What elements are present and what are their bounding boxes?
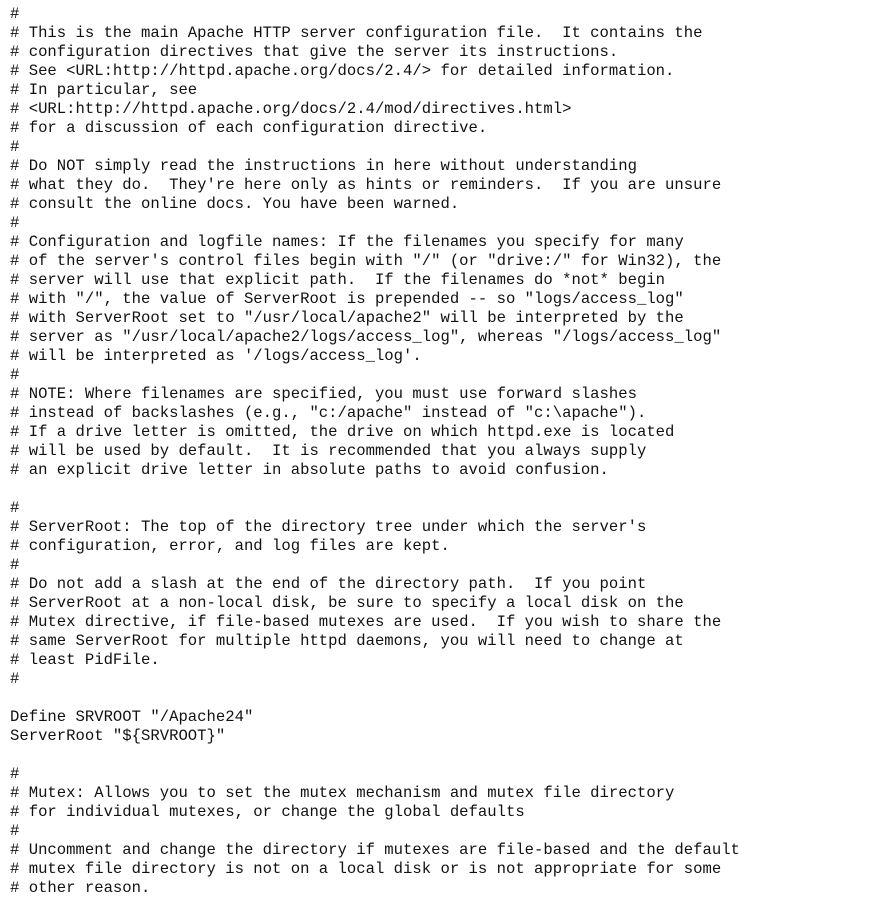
config-line: # configuration directives that give the server its instructions. bbox=[10, 43, 619, 61]
config-line bbox=[10, 480, 740, 499]
config-line: # same ServerRoot for multiple httpd daemons, you will need to change at bbox=[10, 632, 684, 650]
config-line: ServerRoot "${SRVROOT}" bbox=[10, 727, 226, 745]
config-line: # what they do. They're here only as hints or reminders. If you are unsure bbox=[10, 176, 722, 194]
config-line bbox=[10, 689, 740, 708]
config-line: # server as "/usr/local/apache2/logs/access_log", whereas "/logs/access_log" bbox=[10, 328, 722, 346]
config-line: # Mutex directive, if file-based mutexes are used. If you wish to share the bbox=[10, 613, 722, 631]
config-line: # If a drive letter is omitted, the drive on which httpd.exe is located bbox=[10, 423, 675, 441]
config-line: # See <URL:http://httpd.apache.org/docs/2.4/> for detailed information. bbox=[10, 62, 675, 80]
config-line: # bbox=[10, 822, 20, 840]
config-line: # bbox=[10, 366, 20, 384]
config-line: # of the server's control files begin with "/" (or "drive:/" for Win32), the bbox=[10, 252, 722, 270]
config-line: # instead of backslashes (e.g., "c:/apache" instead of "c:\apache"). bbox=[10, 404, 647, 422]
config-line: # Do NOT simply read the instructions in here without understanding bbox=[10, 157, 637, 175]
config-line: # bbox=[10, 670, 20, 688]
config-line: # This is the main Apache HTTP server configuration file. It contains the bbox=[10, 24, 703, 42]
config-line: # bbox=[10, 499, 20, 517]
config-line: # ServerRoot at a non-local disk, be sure to specify a local disk on the bbox=[10, 594, 684, 612]
config-line: # bbox=[10, 5, 20, 23]
config-line: # server will use that explicit path. If the filenames do *not* begin bbox=[10, 271, 666, 289]
config-line: # least PidFile. bbox=[10, 651, 160, 669]
config-line: # other reason. bbox=[10, 879, 151, 897]
config-line: # In particular, see bbox=[10, 81, 198, 99]
config-line: # for individual mutexes, or change the global defaults bbox=[10, 803, 525, 821]
config-line: # an explicit drive letter in absolute paths to avoid confusion. bbox=[10, 461, 609, 479]
config-line: # <URL:http://httpd.apache.org/docs/2.4/mod/directives.html> bbox=[10, 100, 572, 118]
config-line: # will be interpreted as '/logs/access_log'. bbox=[10, 347, 422, 365]
config-line: # bbox=[10, 556, 20, 574]
config-line: # mutex file directory is not on a local disk or is not appropriate for some bbox=[10, 860, 722, 878]
config-line bbox=[10, 746, 740, 765]
config-line: # for a discussion of each configuration directive. bbox=[10, 119, 488, 137]
config-line: # configuration, error, and log files are kept. bbox=[10, 537, 450, 555]
config-line: # ServerRoot: The top of the directory tree under which the server's bbox=[10, 518, 647, 536]
config-file-text bbox=[10, 5, 740, 898]
config-line: # Configuration and logfile names: If the filenames you specify for many bbox=[10, 233, 684, 251]
config-line: # Uncomment and change the directory if mutexes are file-based and the default bbox=[10, 841, 740, 859]
config-line: # Do not add a slash at the end of the directory path. If you point bbox=[10, 575, 647, 593]
config-line: # Mutex: Allows you to set the mutex mechanism and mutex file directory bbox=[10, 784, 675, 802]
config-line: # will be used by default. It is recommended that you always supply bbox=[10, 442, 647, 460]
config-line: # NOTE: Where filenames are specified, you must use forward slashes bbox=[10, 385, 637, 403]
config-line: # bbox=[10, 214, 20, 232]
config-line: # with "/", the value of ServerRoot is prepended -- so "logs/access_log" bbox=[10, 290, 684, 308]
config-line: # with ServerRoot set to "/usr/local/apache2" will be interpreted by the bbox=[10, 309, 684, 327]
config-line: # bbox=[10, 138, 20, 156]
config-line: Define SRVROOT "/Apache24" bbox=[10, 708, 254, 726]
config-line: # bbox=[10, 765, 20, 783]
config-line: # consult the online docs. You have been warned. bbox=[10, 195, 460, 213]
